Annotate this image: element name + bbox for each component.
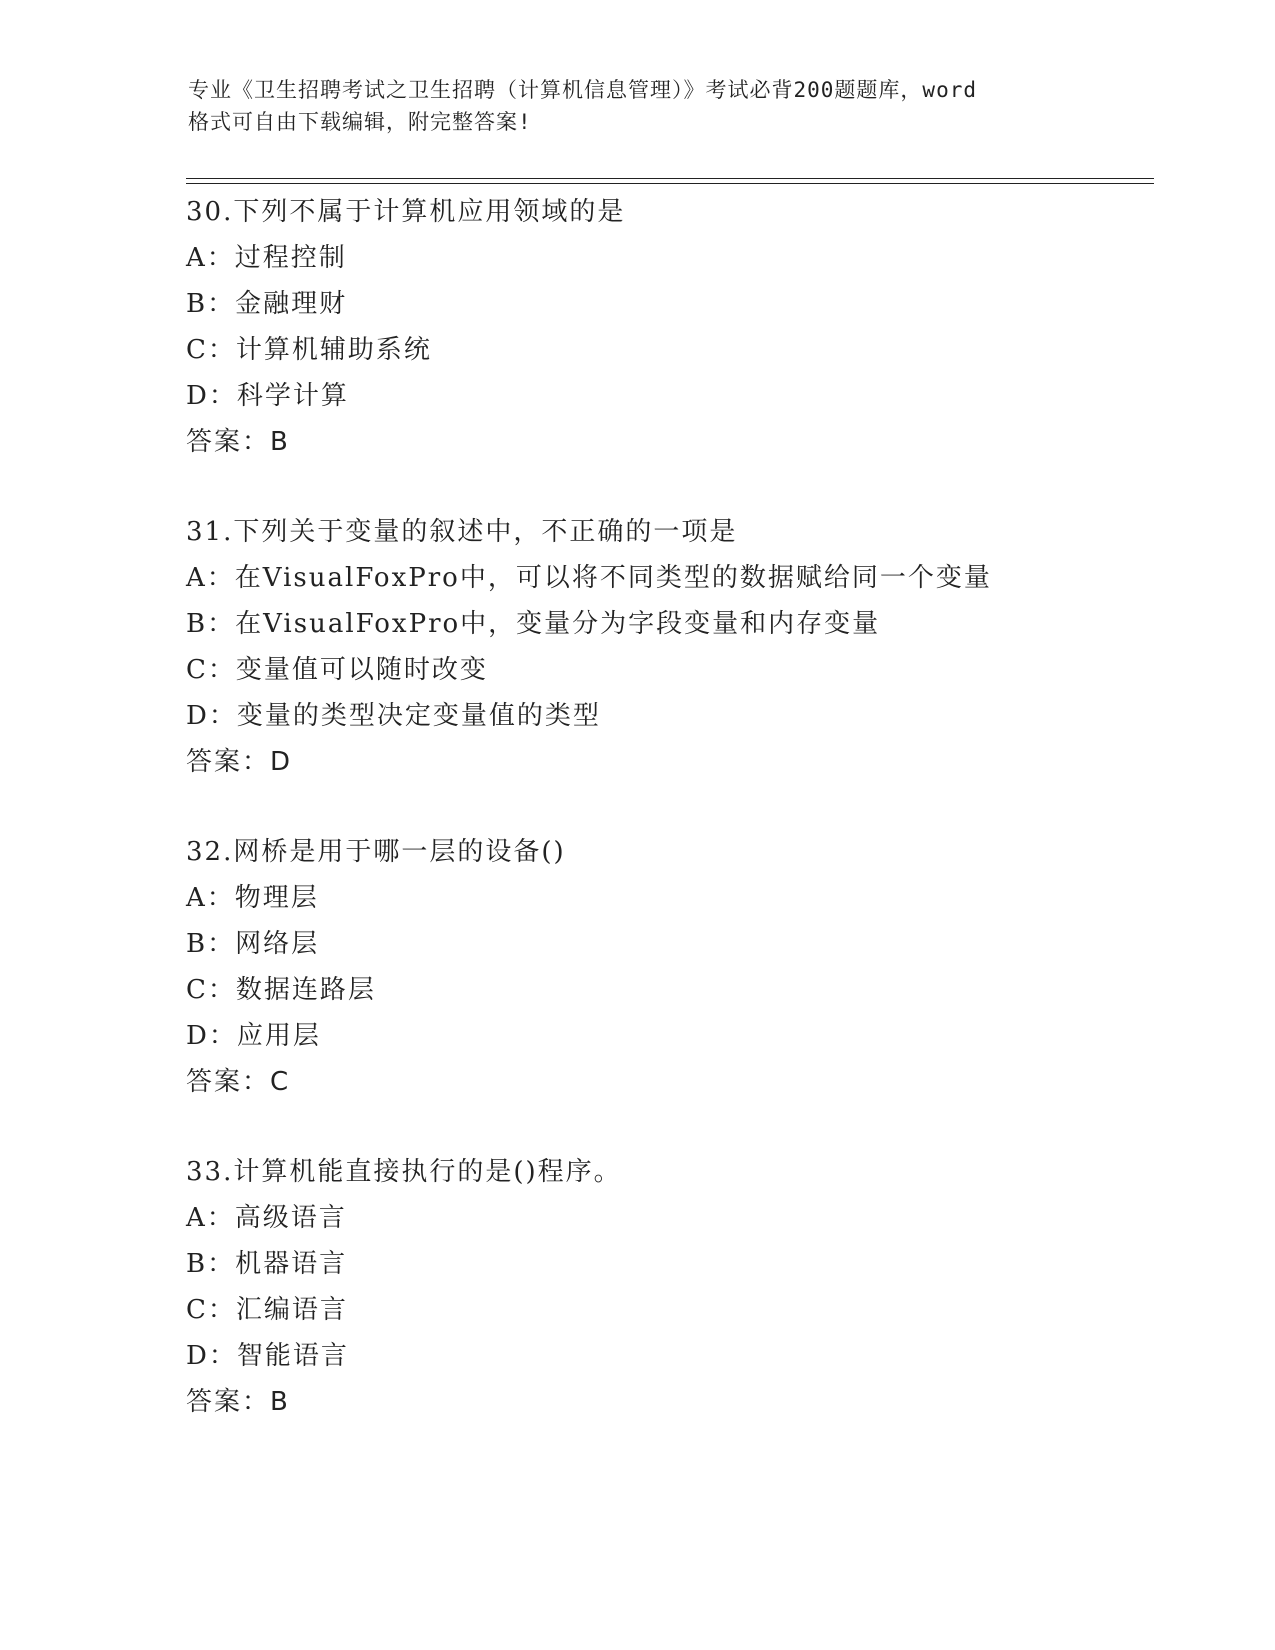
option-d: D：智能语言 bbox=[186, 1341, 349, 1371]
question-30 bbox=[186, 189, 1154, 509]
option-c: C：汇编语言 bbox=[186, 1295, 348, 1325]
option-c: C：变量值可以随时改变 bbox=[186, 655, 488, 685]
option-b: B：机器语言 bbox=[186, 1249, 348, 1279]
option-d: D：变量的类型决定变量值的类型 bbox=[186, 701, 601, 731]
question-31 bbox=[186, 509, 1154, 829]
question-list bbox=[186, 189, 1154, 1469]
option-c: C：数据连路层 bbox=[186, 975, 376, 1005]
option-d: D：应用层 bbox=[186, 1021, 321, 1051]
question-text: 32.网桥是用于哪一层的设备() bbox=[186, 837, 566, 867]
answer-line: 答案：C bbox=[186, 1067, 291, 1097]
question-text: 33.计算机能直接执行的是()程序。 bbox=[186, 1157, 622, 1187]
header-line-2: 格式可自由下载编辑，附完整答案! bbox=[188, 110, 532, 134]
question-32 bbox=[186, 829, 1154, 1149]
document-header bbox=[188, 74, 1088, 138]
option-b: B：在VisualFoxPro中，变量分为字段变量和内存变量 bbox=[186, 609, 881, 639]
option-a: A：物理层 bbox=[186, 883, 319, 913]
option-a: A：高级语言 bbox=[186, 1203, 347, 1233]
header-divider-bottom bbox=[186, 183, 1154, 184]
option-a: A：在VisualFoxPro中，可以将不同类型的数据赋给同一个变量 bbox=[186, 563, 992, 593]
option-c: C：计算机辅助系统 bbox=[186, 335, 432, 365]
option-d: D：科学计算 bbox=[186, 381, 349, 411]
header-divider-top bbox=[186, 178, 1154, 179]
option-b: B：金融理财 bbox=[186, 289, 348, 319]
option-b: B：网络层 bbox=[186, 929, 320, 959]
option-a: A：过程控制 bbox=[186, 243, 347, 273]
question-text: 30.下列不属于计算机应用领域的是 bbox=[186, 197, 626, 227]
answer-line: 答案：D bbox=[186, 747, 293, 777]
answer-line: 答案：B bbox=[186, 427, 290, 457]
answer-line: 答案：B bbox=[186, 1387, 290, 1417]
question-33 bbox=[186, 1149, 1154, 1469]
header-line-1: 专业《卫生招聘考试之卫生招聘（计算机信息管理）》考试必背200题题库，word bbox=[188, 78, 977, 102]
question-text: 31.下列关于变量的叙述中，不正确的一项是 bbox=[186, 517, 738, 547]
